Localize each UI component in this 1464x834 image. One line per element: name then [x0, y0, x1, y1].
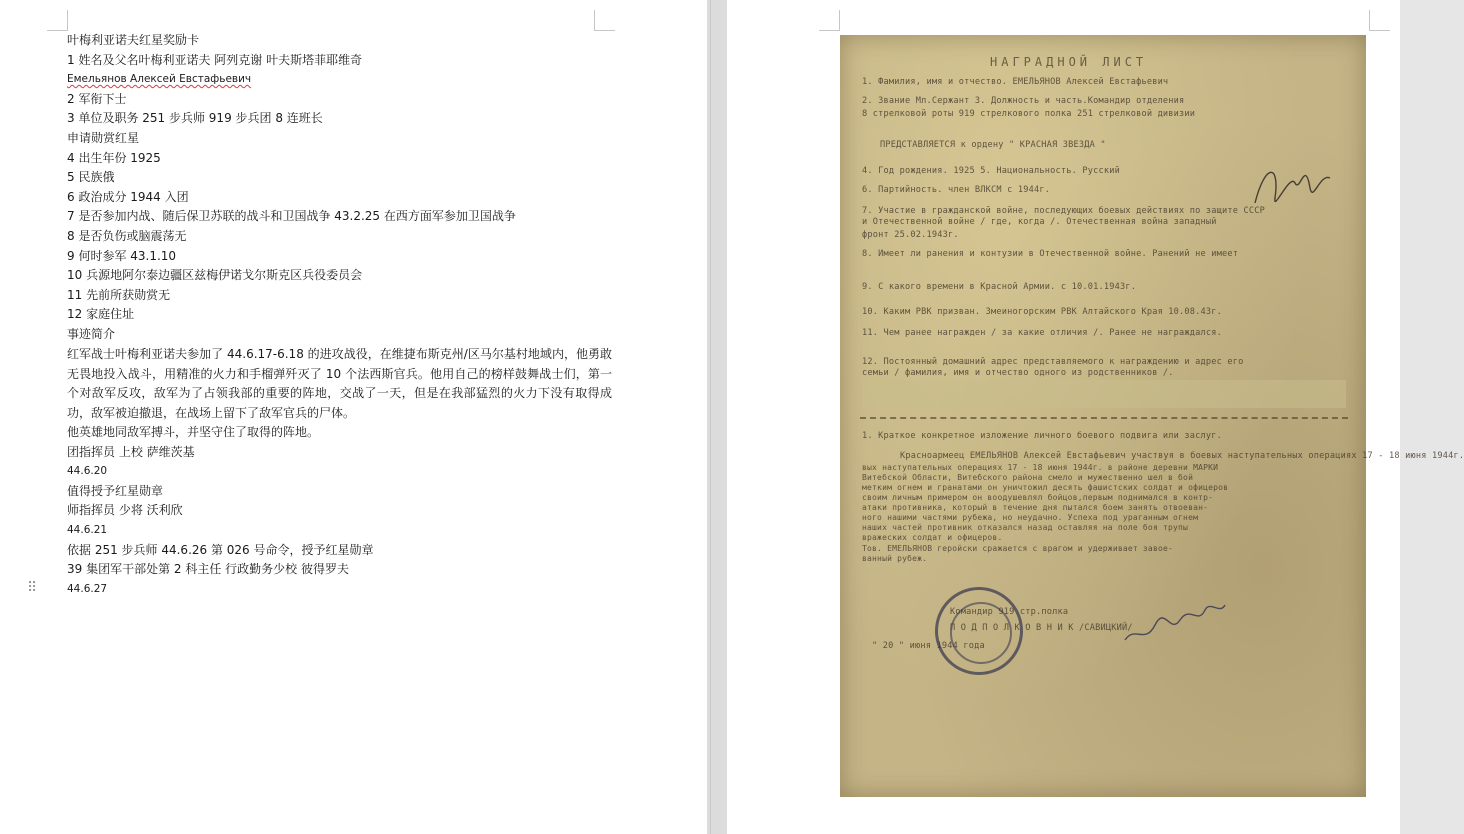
doc-line[interactable]: 他英雄地同敌军搏斗，并坚守住了取得的阵地。: [67, 425, 320, 439]
document-lines-after[interactable]: [67, 423, 612, 599]
doc-line[interactable]: 师指挥员 少将 沃利欣: [67, 503, 183, 518]
scan-line: Красноармеец ЕМЕЛЬЯНОВ Алексей Евстафьевич участвуя в боевых наступательных операциях 17 - 18 июня 1944г.: [900, 451, 1464, 461]
scan-line: и Отечественной войне / где, когда /. Отечественная война западный: [862, 217, 1217, 227]
doc-line[interactable]: 8 是否负伤或脑震荡无: [67, 228, 187, 243]
doc-line[interactable]: 1 姓名及父名叶梅利亚诺夫 阿列克谢 叶夫斯塔菲耶维奇: [67, 52, 363, 67]
page-gutter: [707, 0, 727, 834]
document-lines[interactable]: [67, 31, 612, 345]
doc-line[interactable]: 2 军衔下士: [67, 91, 127, 106]
scan-line: вых наступательных операциях 17 - 18 июня 1944г. в районе деревни МАРКИ: [862, 463, 1219, 472]
document-page-right: [727, 0, 1464, 834]
scan-line: ПРЕДСТАВЛЯЕТСЯ к ордену " КРАСНАЯ ЗВЕЗДА ": [880, 140, 1106, 150]
scan-line: 9. С какого времени в Красной Армии. с 10.01.1943г.: [862, 282, 1137, 292]
doc-line[interactable]: 11 先前所获勋赏无: [67, 287, 171, 302]
doc-line[interactable]: 事迹简介: [67, 326, 116, 341]
scan-line: Тов. ЕМЕЛЬЯНОВ геройски сражается с врагом и удерживает завое-: [862, 544, 1174, 553]
scan-line: " 20 " июня 1944 года: [872, 641, 985, 651]
scan-line: 12. Постоянный домашний адрес представляемого к награждению и адрес его: [862, 357, 1244, 367]
scan-line: Командир 919 стр.полка: [950, 607, 1069, 617]
scan-line: 1. Краткое конкретное изложение личного боевого подвига или заслуг.: [862, 431, 1223, 441]
drag-handle-icon[interactable]: ⠿: [27, 580, 36, 596]
scan-line: своим личным примером он воодушевлял бойцов,первым поднимался в контр-: [862, 493, 1214, 502]
doc-line[interactable]: 值得授予红星勋章: [67, 483, 164, 498]
doc-line[interactable]: 5 民族俄: [67, 170, 115, 185]
doc-line[interactable]: 3 单位及职务 251 步兵师 919 步兵团 8 连班长: [67, 111, 323, 126]
scan-line: 8. Имеет ли ранения и контузии в Отечественной войне. Ранений не имеет: [862, 249, 1239, 259]
scan-line: 10. Каким РВК призван. Змеиногорским РВК Алтайского Края 10.08.43г.: [862, 307, 1223, 317]
scan-line: ванный рубеж.: [862, 554, 928, 563]
scan-line: наших частей противник отказался назад оставляя на поле боя трупы: [862, 523, 1189, 532]
scan-divider: [860, 417, 1348, 419]
scan-line: метким огнем и гранатами он уничтожил десять фашистских солдат и офицеров: [862, 483, 1229, 492]
doc-line[interactable]: 6 政治成分 1944 入团: [67, 189, 189, 204]
scan-line: вражеских солдат и офицеров.: [862, 533, 1003, 542]
crop-mark-top-right: [594, 10, 615, 31]
scan-line: Витебской Области, Витебского района смело и мужественно шел в бой: [862, 473, 1194, 482]
doc-line[interactable]: 4 出生年份 1925: [67, 150, 161, 165]
scan-redacted-band: [862, 380, 1346, 408]
deed-paragraph[interactable]: 红军战士叶梅利亚诺夫参加了 44.6.17-6.18 的进攻战役，在维捷布斯克州/区马尔基村地域内，他勇敢无畏地投入战斗，用精准的火力和手榴弹歼灭了 10 个法西斯官兵。他用自己的榜样鼓舞战士们，第一个对敌军反攻，敌军为了占领我部的重要的阵地，交战了一天，但是在我部猛烈的火力下没有取得成功，敌军被迫撤退，在战场上留下了敌军官兵的尸体。: [67, 347, 612, 420]
scan-line: фронт 25.02.1943г.: [862, 230, 959, 240]
doc-line-date[interactable]: 44.6.20: [67, 465, 108, 478]
award-sheet-scan-image[interactable]: [840, 35, 1464, 797]
doc-line[interactable]: 7 是否参加内战、随后保卫苏联的战斗和卫国战争 43.2.25 在西方面军参加卫国战争: [67, 209, 516, 224]
scan-line: 11. Чем ранее награжден / за какие отличия /. Ранее не награждался.: [862, 328, 1223, 338]
doc-line-date[interactable]: 44.6.27: [67, 582, 108, 595]
scan-line: атаки противника, который в течение дня пытался боем занять отвоеван-: [862, 503, 1209, 512]
scan-line: 6. Партийность. член ВЛКСМ с 1944г.: [862, 185, 1051, 195]
scan-title: НАГРАДНОЙ ЛИСТ: [990, 55, 1148, 69]
crop-mark-top-right: [1369, 10, 1390, 31]
doc-line-date[interactable]: 44.6.21: [67, 523, 108, 536]
crop-mark-top-left: [47, 10, 68, 31]
scan-line: 8 стрелковой роты 919 стрелкового полка 251 стрелковой дивизии: [862, 109, 1196, 119]
doc-line[interactable]: 9 何时参军 43.1.10: [67, 248, 177, 263]
scan-line: 7. Участие в гражданской войне, последующих боевых действиях по защите СССР: [862, 206, 1266, 216]
scan-line: семьи / фамилия, имя и отчество одного из родственников /.: [862, 368, 1174, 378]
commander-signature-icon: [1120, 595, 1230, 655]
scan-line: ного нашими частями рубежа, но неудачно. Успеха под ураганным огнем: [862, 513, 1199, 522]
doc-line[interactable]: 39 集团军干部处第 2 科主任 行政勤务少校 彼得罗夫: [67, 562, 349, 577]
doc-line[interactable]: 依据 251 步兵师 44.6.26 第 026 号命令，授予红星勋章: [67, 542, 374, 557]
doc-line-russian-name[interactable]: Емельянов Алексей Евстафьевич: [67, 73, 252, 86]
stamp-seal-icon: [935, 587, 1023, 675]
crop-mark-top-left: [819, 10, 840, 31]
doc-line[interactable]: 叶梅利亚诺夫红星奖励卡: [67, 33, 200, 47]
scan-line: 1. Фамилия, имя и отчество. ЕМЕЛЬЯНОВ Алексей Евстафьевич: [862, 77, 1169, 87]
scan-line: П О Д П О Л К О В Н И К /САВИЦКИЙ/: [950, 623, 1133, 633]
scan-line: 2. Звание Мл.Сержант 3. Должность и часть.Командир отделения: [862, 96, 1185, 106]
document-page-left: [0, 0, 707, 834]
doc-line[interactable]: 10 兵源地阿尔泰边疆区兹梅伊诺戈尔斯克区兵役委员会: [67, 268, 363, 283]
doc-line[interactable]: 12 家庭住址: [67, 307, 135, 322]
signature-icon: [1245, 153, 1335, 223]
doc-line[interactable]: 团指挥员 上校 萨维茨基: [67, 444, 195, 459]
doc-line[interactable]: 申请勋赏红星: [67, 130, 140, 145]
scan-line: 4. Год рождения. 1925 5. Национальность. Русский: [862, 166, 1120, 176]
